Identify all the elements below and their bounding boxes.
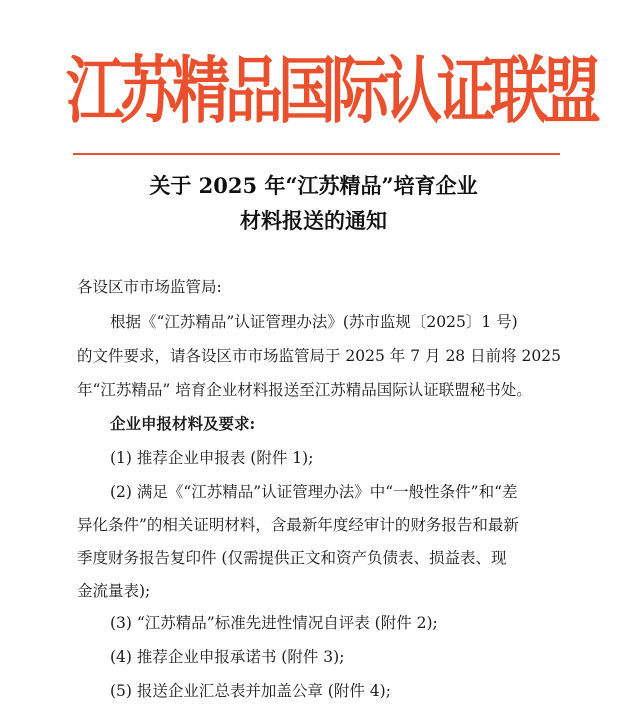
addressee: 各设区市市场监管局: [77,278,222,296]
masthead-divider [73,153,560,155]
requirement-item-2-line2: 异化条件”的相关证明材料，含最新年度经审计的财务报告和最新 [77,516,519,534]
intro-line-3: 年“江苏精品” 培育企业材料报送至江苏精品国际认证联盟秘书处。 [77,381,532,399]
requirement-item-2-line3: 季度财务报告复印件 (仅需提供正文和资产负债表、损益表、现 [77,549,507,567]
intro-line-1: 根据《“江苏精品”认证管理办法》(苏市监规〔2025〕1 号) [110,313,518,331]
requirement-item-5: (5) 报送企业汇总表并加盖公章 (附件 4); [110,682,391,700]
requirement-item-1: (1) 推荐企业申报表 (附件 1); [110,449,314,467]
notice-title-line1: 关于 2025 年“江苏精品”培育企业 [149,173,478,198]
requirement-item-2-line4: 金流量表); [77,582,151,600]
requirements-heading: 企业申报材料及要求: [110,414,256,433]
requirement-item-4: (4) 推荐企业申报承诺书 (附件 3); [110,648,345,666]
masthead-org-name: 江苏精品国际认证联盟 [66,48,597,134]
requirement-item-3: (3) “江苏精品”标准先进性情况自评表 (附件 2); [110,614,438,632]
notice-title-line2: 材料报送的通知 [240,208,387,233]
requirement-item-2-line1: (2) 满足《“江苏精品”认证管理办法》中“一般性条件”和“差 [110,483,518,501]
intro-line-2: 的文件要求，请各设区市市场监管局于 2025 年 7 月 28 日前将 2025 [77,347,561,365]
